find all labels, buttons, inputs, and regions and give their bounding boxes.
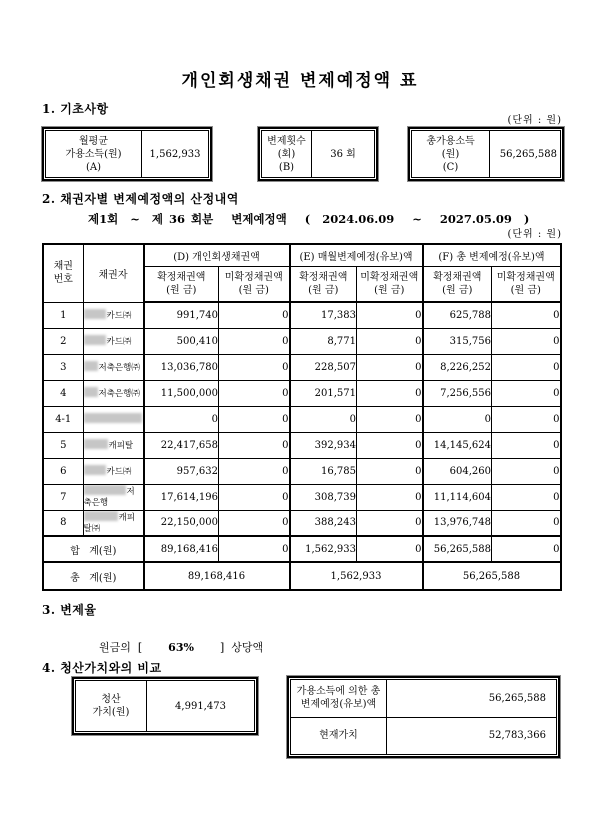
creditor-cell <box>83 380 144 406</box>
amount-cell: 0 <box>492 328 561 354</box>
monthly-avg-income-box-label <box>46 131 142 177</box>
amount-cell: 0 <box>357 484 423 510</box>
amount-cell: 0 <box>219 458 290 484</box>
creditor-line <box>84 309 143 322</box>
amount-cell: 0 <box>492 458 561 484</box>
section1-heading: 1. 기초사항 <box>42 102 109 116</box>
creditor-line <box>84 524 143 535</box>
creditor-cell <box>83 510 144 536</box>
creditor-cell <box>83 458 144 484</box>
header-claim-no-line: 번호 <box>53 274 73 286</box>
amount-cell: 308,739 <box>290 484 357 510</box>
total-available-income-box-label-line: 총가용소득 <box>426 135 475 147</box>
amount-cell: 0 <box>219 380 290 406</box>
amount-cell: 0 <box>492 406 561 432</box>
grand-total-amount-cell: 89,168,416 <box>144 562 290 590</box>
amount-cell: 0 <box>357 406 423 432</box>
comparison-row <box>291 680 556 717</box>
creditor-name: 카드㈜ <box>106 466 132 477</box>
redacted-text <box>84 465 106 475</box>
repayment-count-box-inner <box>261 130 375 178</box>
creditor-cell <box>83 406 144 432</box>
creditor-name: 카드㈜ <box>106 310 132 321</box>
header-claim-no-line: 채권 <box>53 261 73 273</box>
amount-cell: 8,226,252 <box>423 354 492 380</box>
creditor-line <box>84 498 143 509</box>
amount-cell: 0 <box>492 432 561 458</box>
amount-cell: 625,788 <box>423 302 492 328</box>
rate-prefix: 원금의 [ <box>99 641 143 654</box>
amount-cell: 17,383 <box>290 302 357 328</box>
creditor-cell <box>83 354 144 380</box>
amount-cell: 991,740 <box>144 302 219 328</box>
claim-row <box>43 458 561 484</box>
header-creditor: 채권자 <box>83 244 144 302</box>
header-group-d: (D) 개인회생채권액 <box>144 244 290 266</box>
liquidation-value-box-inner <box>75 680 255 732</box>
creditor-line <box>84 465 143 478</box>
amount-cell: 957,632 <box>144 458 219 484</box>
redacted-text <box>84 335 106 345</box>
comparison-box-inner <box>290 679 557 755</box>
comparison-label-line: 현재가치 <box>319 730 358 742</box>
claim-no-cell: 6 <box>43 458 83 484</box>
claim-row <box>43 484 561 510</box>
comparison-box <box>287 676 560 758</box>
comparison-label-line: 가용소득에 의한 총 <box>296 686 381 698</box>
sum-amount-cell: 89,168,416 <box>144 536 219 562</box>
claim-row <box>43 302 561 328</box>
claim-row <box>43 406 561 432</box>
comparison-row-value: 52,783,366 <box>488 730 546 742</box>
repayment-schedule-table <box>42 243 562 591</box>
amount-cell: 392,934 <box>290 432 357 458</box>
redacted-text <box>84 413 142 423</box>
redacted-text <box>84 361 98 371</box>
creditor-cell <box>83 302 144 328</box>
creditor-name: 카드㈜ <box>106 336 132 347</box>
header-confirmed-claim <box>144 266 219 302</box>
creditor-name: 캐피탈 <box>108 440 134 451</box>
amount-cell: 0 <box>219 328 290 354</box>
claim-no-cell: 3 <box>43 354 83 380</box>
grand-total-amount-cell: 56,265,588 <box>423 562 561 590</box>
amount-cell: 0 <box>492 510 561 536</box>
amount-cell: 0 <box>144 406 219 432</box>
creditor-line <box>84 439 143 452</box>
total-available-income-box <box>408 127 564 181</box>
creditor-name: 저 <box>126 487 135 497</box>
amount-cell: 11,114,604 <box>423 484 492 510</box>
repayment-count-box-label-line: (회) <box>277 148 296 160</box>
subheader-unit: (원 금) <box>510 284 541 296</box>
creditor-name: 축은행 <box>83 498 109 508</box>
creditor-cell <box>83 328 144 354</box>
header-group-f: (F) 총 변제예정(유보)액 <box>423 244 561 266</box>
amount-cell: 0 <box>290 406 357 432</box>
monthly-avg-income-box-value: 1,562,933 <box>149 148 201 160</box>
unit-note-basic: (단위 : 원) <box>507 115 562 126</box>
grand-total-amount-cell: 1,562,933 <box>290 562 423 590</box>
amount-cell: 315,756 <box>423 328 492 354</box>
comparison-row-value: 56,265,588 <box>488 692 546 704</box>
total-available-income-box-inner <box>411 130 561 178</box>
section2-subheading: 제1회 ~ 제 36 회분 변제예정액 ( 2024.06.09 ~ 2027.05.09 ) <box>88 212 530 226</box>
subheader-title: 확정채권액 <box>433 271 482 283</box>
amount-cell: 17,614,196 <box>144 484 219 510</box>
sum-amount-cell: 0 <box>492 536 561 562</box>
subheader-unit: (원 금) <box>374 284 405 296</box>
amount-cell: 7,256,556 <box>423 380 492 406</box>
amount-cell: 0 <box>357 328 423 354</box>
amount-cell: 201,571 <box>290 380 357 406</box>
redacted-text <box>84 439 108 449</box>
amount-cell: 0 <box>492 302 561 328</box>
header-claim-no <box>43 244 83 302</box>
claim-no-cell: 4-1 <box>43 406 83 432</box>
amount-cell: 14,145,624 <box>423 432 492 458</box>
sum-amount-cell: 1,562,933 <box>290 536 357 562</box>
claim-row <box>43 510 561 536</box>
comparison-label-line: 변제예정(유보)액 <box>300 699 377 711</box>
section2-heading: 2. 채권자별 변제예정액의 산정내역 <box>42 192 239 206</box>
subheader-title: 미확정채권액 <box>496 271 555 283</box>
redacted-text <box>84 511 118 521</box>
amount-cell: 0 <box>423 406 492 432</box>
subheader-title: 미확정채권액 <box>360 271 419 283</box>
subheader-unit: (원 금) <box>238 284 269 296</box>
monthly-avg-income-box <box>42 127 212 181</box>
creditor-name: 저축은행㈜ <box>98 388 140 399</box>
liquidation-value-box <box>72 677 258 735</box>
amount-cell: 22,150,000 <box>144 510 219 536</box>
grand-total-label: 총 계(원) <box>43 562 144 590</box>
amount-cell: 0 <box>357 432 423 458</box>
subheader-title: 확정채권액 <box>299 271 348 283</box>
comparison-row-label <box>291 680 387 717</box>
amount-cell: 11,500,000 <box>144 380 219 406</box>
amount-cell: 0 <box>357 510 423 536</box>
amount-cell: 0 <box>219 432 290 458</box>
redacted-text <box>84 485 126 495</box>
subheader-unit: (원 금) <box>166 284 197 296</box>
liquidation-value-box-label-line: 청산 <box>101 694 121 705</box>
comparison-row <box>291 717 556 755</box>
liquidation-value-box-label <box>76 681 147 731</box>
amount-cell: 0 <box>492 484 561 510</box>
claim-no-cell: 5 <box>43 432 83 458</box>
creditor-line <box>84 511 143 524</box>
amount-cell: 500,410 <box>144 328 219 354</box>
sum-label: 합 계(원) <box>43 536 144 562</box>
creditor-name: 저축은행㈜ <box>98 362 140 373</box>
amount-cell: 13,036,780 <box>144 354 219 380</box>
amount-cell: 0 <box>219 406 290 432</box>
page-title: 개인회생채권 변제예정액 표 <box>181 71 419 91</box>
subheader-title: 미확정채권액 <box>224 271 283 283</box>
creditor-name: 탈㈜ <box>83 523 101 534</box>
claim-row <box>43 354 561 380</box>
grand-total-row <box>43 562 561 590</box>
amount-cell: 388,243 <box>290 510 357 536</box>
amount-cell: 0 <box>492 380 561 406</box>
creditor-cell <box>83 432 144 458</box>
header-unconfirmed-claim <box>357 266 423 302</box>
creditor-line <box>84 413 143 426</box>
claim-no-cell: 4 <box>43 380 83 406</box>
repayment-count-box-label-line: 변제횟수 <box>267 135 306 147</box>
amount-cell: 604,260 <box>423 458 492 484</box>
claim-no-cell: 2 <box>43 328 83 354</box>
header-group-e: (E) 매월변제예정(유보)액 <box>290 244 423 266</box>
creditor-name: 캐피 <box>118 512 135 523</box>
unit-note-table: (단위 : 원) <box>507 229 562 240</box>
liquidation-value-box-value: 4,991,473 <box>175 700 226 712</box>
amount-cell: 0 <box>219 302 290 328</box>
header-confirmed-claim <box>423 266 492 302</box>
rate-suffix: ] 상당액 <box>219 641 264 654</box>
total-available-income-box-label-line: (C) <box>442 161 459 173</box>
amount-cell: 16,785 <box>290 458 357 484</box>
creditor-line <box>84 361 143 374</box>
comparison-row-label <box>291 718 387 755</box>
subheader-title: 확정채권액 <box>157 271 206 283</box>
repayment-count-box-label <box>262 131 312 177</box>
redacted-text <box>84 309 106 319</box>
rate-value: 63% <box>168 641 194 654</box>
total-available-income-box-value: 56,265,588 <box>499 148 557 160</box>
amount-cell: 0 <box>357 380 423 406</box>
monthly-avg-income-box-label-line: 가용소득(원) <box>65 148 122 160</box>
creditor-line <box>84 387 143 400</box>
amount-cell: 0 <box>357 302 423 328</box>
header-unconfirmed-claim <box>219 266 290 302</box>
sum-amount-cell: 56,265,588 <box>423 536 492 562</box>
claim-row <box>43 380 561 406</box>
header-confirmed-claim <box>290 266 357 302</box>
amount-cell: 0 <box>219 484 290 510</box>
amount-cell: 0 <box>492 354 561 380</box>
monthly-avg-income-box-label-line: 월평균 <box>79 135 108 147</box>
claim-no-cell: 7 <box>43 484 83 510</box>
repayment-count-box-label-line: (B) <box>278 161 295 173</box>
amount-cell: 0 <box>219 354 290 380</box>
header-unconfirmed-claim <box>492 266 561 302</box>
redacted-text <box>84 387 98 397</box>
claim-row <box>43 432 561 458</box>
claim-no-cell: 1 <box>43 302 83 328</box>
amount-cell: 0 <box>357 354 423 380</box>
sum-amount-cell: 0 <box>219 536 290 562</box>
claim-no-cell: 8 <box>43 510 83 536</box>
subheader-unit: (원 금) <box>308 284 339 296</box>
total-available-income-box-label <box>412 131 490 177</box>
claim-row <box>43 328 561 354</box>
creditor-line <box>84 485 143 498</box>
liquidation-value-box-label-line: 가치(원) <box>92 707 130 718</box>
sum-row <box>43 536 561 562</box>
creditor-cell <box>83 484 144 510</box>
section4-heading: 4. 청산가치와의 비교 <box>42 661 162 675</box>
sum-amount-cell: 0 <box>357 536 423 562</box>
section3-heading: 3. 변제율 <box>42 603 97 617</box>
repayment-count-box <box>258 127 378 181</box>
monthly-avg-income-box-label-line: (A) <box>85 161 102 173</box>
monthly-avg-income-box-inner <box>45 130 209 178</box>
subheader-unit: (원 금) <box>442 284 473 296</box>
amount-cell: 0 <box>219 510 290 536</box>
repayment-count-box-value: 36 회 <box>330 148 356 160</box>
amount-cell: 0 <box>357 458 423 484</box>
amount-cell: 22,417,658 <box>144 432 219 458</box>
total-available-income-box-label-line: (원) <box>441 148 460 160</box>
amount-cell: 13,976,748 <box>423 510 492 536</box>
amount-cell: 228,507 <box>290 354 357 380</box>
amount-cell: 8,771 <box>290 328 357 354</box>
creditor-line <box>84 335 143 348</box>
